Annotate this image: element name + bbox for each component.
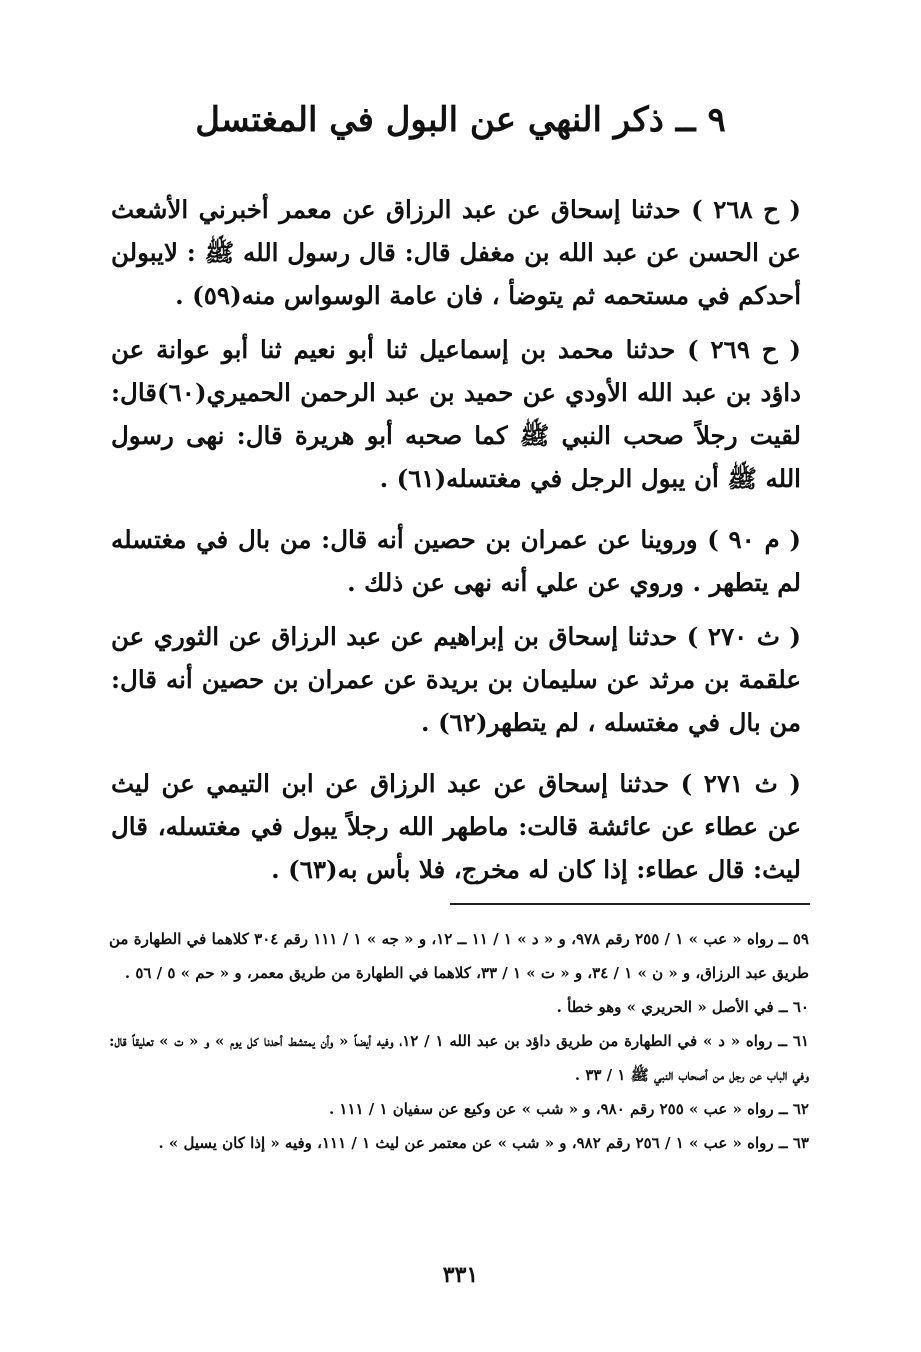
footnote: ٦٠ ــ في الأصل « الحريري » وهو خطأ . (556, 998, 809, 1016)
narration-paragraph: ( م ٩٠ ) وروينا عن عمران بن حصين أنه قال: من بال في مغتسله لم يتطهر . وروي عن علي أنه نهى عن ذلك . (111, 525, 801, 597)
page-number: ٣٣١ (442, 1262, 479, 1288)
main-text (111, 188, 801, 902)
hadith-paragraph: ( ح ٢٦٨ ) حدثنا إسحاق عن عبد الرزاق عن معمر أخبرني الأشعث عن الحسن عن عبد الله بن مغفل قال: قال رسول الله ﷺ : لايبولن أحدكم في مستحمه ثم يتوضأ ، فان عامة الوسواس منه(٥٩) . (111, 195, 802, 310)
footnote: ٦٢ ــ رواه « عب » ٢٥٥ رقم ٩٨٠، و « شب » عن وكيع عن سفيان ١ / ١١١ . (328, 1100, 809, 1118)
footnote-divider (450, 903, 810, 905)
footnote: ٦١ ــ رواه « د » في الطهارة من طريق داؤد بن عبد الله ١ / ١٢، وفيه أيضاً « وأن يمتشط أحدنا كل يوم » و « ت » تعليقاً قال: وفي الباب عن رجل من أصحاب النبي ﷺ ١ / ٣٣ . (109, 1032, 809, 1084)
footnote: ٥٩ ــ رواه « عب » ١ / ٢٥٥ رقم ٩٧٨، و « د » ١ / ١١ ــ ١٢، و « جه » ١ / ١١١ رقم ٣٠٤ كلاهما في الطهارة من طريق عبد الرزاق، و « ن » ١ / ٣٤، و « ت » ١ / ٣٣، كلاهما في الطهارة من طريق معمر، و « حم » ٥ / ٥٦ . (109, 930, 809, 982)
athar-paragraph: ( ث ٢٧١ ) حدثنا إسحاق عن عبد الرزاق عن ابن التيمي عن ليث عن عطاء عن عائشة قالت: ماطهر الله رجلاً يبول في مغتسله، قال ليث: قال عطاء: إذا كان له مخرج، فلا بأس به(٦٣) . (111, 769, 802, 884)
footnote: ٦٣ ــ رواه « عب » ١ / ٢٥٦ رقم ٩٨٢، و « شب » عن معتمر عن ليث ١ / ١١١، وفيه « إذا كان يسيل » . (158, 1134, 809, 1152)
athar-paragraph: ( ث ٢٧٠ ) حدثنا إسحاق بن إبراهيم عن عبد الرزاق عن الثوري عن علقمة بن مرثد عن سليمان بن بريدة عن عمران بن حصين أنه قال: من بال في مغتسله ، لم يتطهر(٦٢) . (111, 622, 801, 737)
footnotes-section (109, 922, 809, 1160)
hadith-paragraph: ( ح ٢٦٩ ) حدثنا محمد بن إسماعيل ثنا أبو نعيم ثنا أبو عوانة عن داؤد بن عبد الله الأودي عن حميد بن عبد الرحمن الحميري(٦٠)قال: لقيت رجلاً صحب النبي ﷺ كما صحبه أبو هريرة قال: نهى رسول الله ﷺ أن يبول الرجل في مغتسله(٦١) . (111, 335, 802, 493)
section-heading: ٩ ــ ذكر النهي عن البول في المغتسل (195, 100, 726, 140)
